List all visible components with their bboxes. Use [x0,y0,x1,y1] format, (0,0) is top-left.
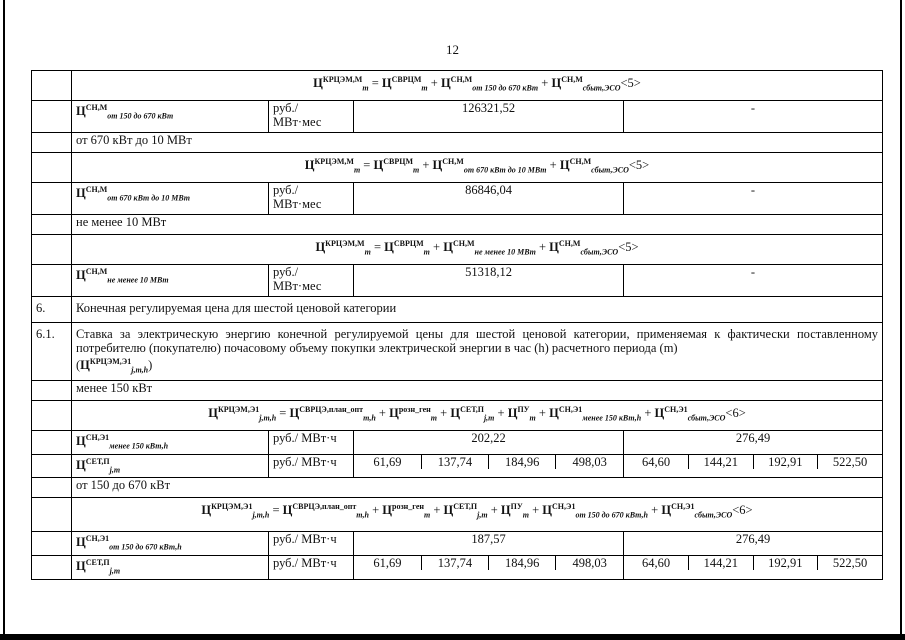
section-description: Ставка за электрическую энергию конечной регулируемой цены для шестой ценовой категории, применяемая к фактически поставленному потребителю (покупателю) почасовому объему покупки электрической энергии в час (h) расчетного периода (m) $(Ц^{КРЦЭМ,Э1}_{j,m,h})$ [72,323,883,381]
formula-kr-150-670: $Ц^{КРЦЭМ,М}_m = Ц^{СВРЦМ}_m + Ц^{СН,М}_{от 150 до 670 кВт} + Ц^{СН,М}_{сбыт,ЭСО}<5>$ [72,71,883,101]
value-cell: 276,49 [624,431,883,455]
formula-6-150-670: $Ц^{КРЦЭМ,Э1}_{j,m,h} = Ц^{СВРЦЭ,план\_опт}_{m,h} + Ц^{розн\_ген}_m + Ц^{СЕТ,П}_{j,m} + Ц^{ПУ}_m + Ц^{СН,Э1}_{от 150 до 670 кВт,h} + Ц^{СН,Э1}_{сбыт,ЭСО}<6>$ [72,498,883,532]
section-title: Конечная регулируемая цена для шестой ценовой категории [72,297,883,323]
value-cell: 51318,12 [354,265,624,297]
value-dash: - [624,265,883,297]
set-values-right [624,455,882,469]
set-values-left [354,556,623,570]
unit-cell: руб./ МВт·ч [269,555,354,579]
value-cell: 192,91 [753,455,818,469]
section-label: не менее 10 МВт [72,215,883,235]
value-cell: 184,96 [489,455,556,469]
symbol-set-p: $Ц^{СЕТ,П}_{j,m}$ [72,555,269,579]
value-cell: 276,49 [624,532,883,556]
set-values-left [354,455,623,469]
unit-cell: руб./ МВт·ч [269,431,354,455]
formula-6-less-150: $Ц^{КРЦЭМ,Э1}_{j,m,h} = Ц^{СВРЦЭ,план\_опт}_{m,h} + Ц^{розн\_ген}_m + Ц^{СЕТ,П}_{j,m} + Ц^{ПУ}_m + Ц^{СН,Э1}_{менее 150 кВт,h} + Ц^{СН,Э1}_{сбыт,ЭСО}<6>$ [72,401,883,431]
value-cell: 202,22 [354,431,624,455]
value-cell: 522,50 [818,455,883,469]
value-dash: - [624,183,883,215]
row-number: 6.1. [32,323,72,381]
symbol-sn-670-10: $Ц^{СН,М}_{от 670 кВт до 10 МВт}$ [72,183,269,215]
page-number: 12 [446,42,459,57]
value-cell: 498,03 [556,556,623,570]
symbol-set-p: $Ц^{СЕТ,П}_{j,m}$ [72,454,269,478]
value-cell: 187,57 [354,532,624,556]
set-values-right [624,556,882,570]
value-cell: 184,96 [489,556,556,570]
value-cell: 137,74 [421,556,488,570]
section-label: менее 150 кВт [72,381,883,401]
value-cell: 64,60 [641,555,671,570]
section-label: от 150 до 670 кВт [72,478,883,498]
value-cell: 498,03 [556,455,623,469]
unit-cell: руб./ МВт·мес [269,183,354,215]
formula-kr-670-10: $Ц^{КРЦЭМ,М}_m = Ц^{СВРЦМ}_m + Ц^{СН,М}_{от 670 кВт до 10 МВт} + Ц^{СН,М}_{сбыт,ЭСО}<5>$ [72,153,883,183]
value-cell: 61,69 [373,555,402,570]
value-cell: 522,50 [818,556,883,570]
page-border-left [3,0,5,640]
formula-kr-not-less-10: $Ц^{КРЦЭМ,М}_m = Ц^{СВРЦМ}_m + Ц^{СН,М}_{не менее 10 МВт} + Ц^{СН,М}_{сбыт,ЭСО}<5>$ [72,235,883,265]
symbol-sn-e1-150-670: $Ц^{СН,Э1}_{от 150 до 670 кВт,h}$ [72,532,269,556]
value-cell: 144,21 [689,556,754,570]
symbol-sn-150-670: $Ц^{СН,М}_{от 150 до 670 кВт}$ [72,101,269,133]
symbol-sn-e1-less-150: $Ц^{СН,Э1}_{менее 150 кВт,h}$ [72,431,269,455]
unit-cell: руб./ МВт·ч [269,532,354,556]
unit-cell: руб./ МВт·мес [269,101,354,133]
page-bottom-edge [0,634,905,640]
value-cell: 61,69 [373,454,402,469]
row-number: 6. [32,297,72,323]
tariff-table [31,70,883,580]
symbol-sn-not-less-10: $Ц^{СН,М}_{не менее 10 МВт}$ [72,265,269,297]
page-border-right [900,0,902,640]
value-cell: 64,60 [641,454,671,469]
value-cell: 126321,52 [354,101,624,133]
value-cell: 137,74 [421,455,488,469]
value-cell: 192,91 [753,556,818,570]
unit-cell: руб./ МВт·ч [269,454,354,478]
value-dash: - [624,101,883,133]
section-label: от 670 кВт до 10 МВт [72,133,883,153]
value-cell: 144,21 [689,455,754,469]
unit-cell: руб./ МВт·мес [269,265,354,297]
value-cell: 86846,04 [354,183,624,215]
